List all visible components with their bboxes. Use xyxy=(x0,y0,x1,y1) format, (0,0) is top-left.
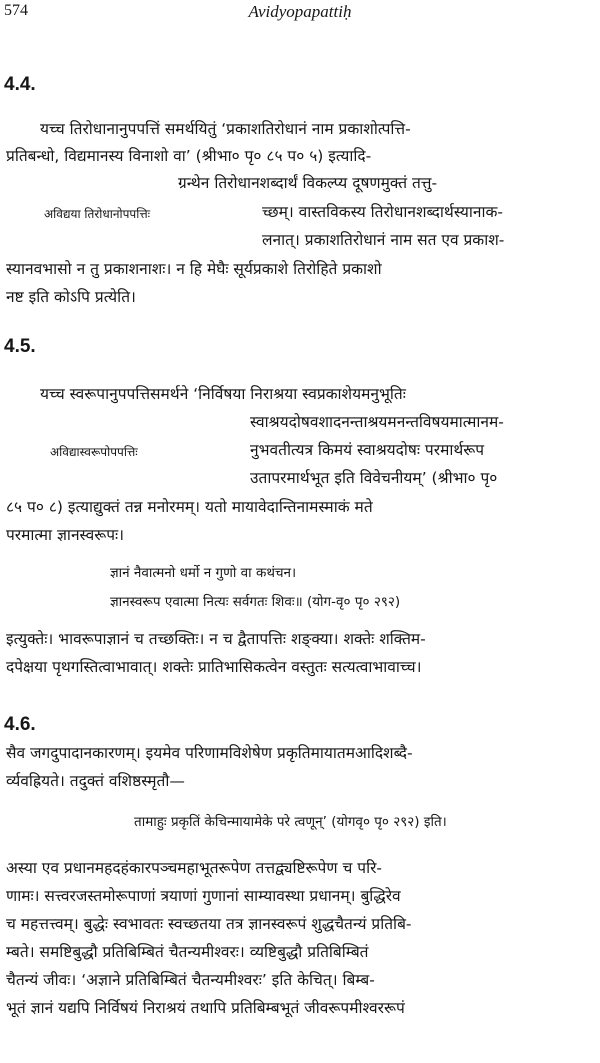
verse-line: ज्ञानं नैवात्मनो धर्मो न गुणो वा कथंचन। xyxy=(110,565,297,581)
text-line: च्छम्। वास्तविकस्य तिरोधानशब्दार्थस्यानाक- xyxy=(262,203,503,221)
text-line: परमात्मा ज्ञानस्वरूपः। xyxy=(6,526,125,544)
section-heading: 4.6. xyxy=(4,714,36,735)
text-line: उतापरमार्थभूत इति विवेचनीयम्’ (श्रीभा० पृ० xyxy=(250,469,498,487)
text-line: च महत्तत्त्वम्। बुद्धेः स्वभावतः स्वच्छतया तत्र ज्ञानस्वरूपं शुद्धचैतन्यं प्रतिबि- xyxy=(6,915,412,933)
text-line: यच्च तिरोधानानुपपत्तिं समर्थयितुं ‘प्रकाशतिरोधानं नाम प्रकाशोत्पत्ति- xyxy=(40,120,411,138)
verse-line: ज्ञानस्वरूप एवात्मा नित्यः सर्वगतः शिवः॥ (योग-वृ० पृ० २९२) xyxy=(110,594,401,610)
text-line: प्रतिबन्धो, विद्यमानस्य विनाशो वा’ (श्रीभा० पृ० ८५ प० ५) इत्यादि- xyxy=(6,147,372,165)
text-line: भूतं ज्ञानं यद्यपि निर्विषयं निराश्रयं तथापि प्रतिबिम्बभूतं जीवरूपमीश्वररूपं xyxy=(6,999,405,1017)
text-line: स्यानवभासो न तु प्रकाशनाशः। न हि मेघैः सूर्यप्रकाशे तिरोहिते प्रकाशो xyxy=(6,260,382,278)
section-heading: 4.4. xyxy=(4,74,36,95)
text-line: यच्च स्वरूपानुपपत्तिसमर्थने ‘निर्विषया निराश्रया स्वप्रकाशेयमनुभूतिः xyxy=(40,385,406,403)
running-title: Avidyopapattiḥ xyxy=(248,2,352,21)
text-line: चैतन्यं जीवः। ‘अज्ञाने प्रतिबिम्बितं चैतन्यमीश्वरः’ इति केचित्। बिम्ब- xyxy=(6,971,375,989)
text-line: दपेक्षया पृथगस्तित्वाभावात्। शक्तेः प्रातिभासिकत्वेन वस्तुतः सत्यत्वाभावाच्च। xyxy=(6,658,422,676)
verse-line: तामाहुः प्रकृतिं केचिन्मायामेके परे त्वणून्’ (योगवृ० पृ० २९२) इति। xyxy=(134,814,447,830)
text-line: स्वाश्रयदोषवशादनन्ताश्रयमनन्तविषयमात्मानम- xyxy=(250,413,504,431)
text-line: लनात्। प्रकाशतिरोधानं नाम सत एव प्रकाश- xyxy=(262,231,505,249)
text-line: म्बते। समष्टिबुद्धौ प्रतिबिम्बितं चैतन्यमीश्वरः। व्यष्टिबुद्धौ प्रतिबिम्बितं xyxy=(6,943,369,961)
section-heading: 4.5. xyxy=(4,336,36,357)
text-line: ग्रन्थेन तिरोधानशब्दार्थं विकल्प्य दूषणमुक्तं तत्तु- xyxy=(178,174,438,192)
margin-note: अविद्यया तिरोधानोपपत्तिः xyxy=(44,207,151,221)
text-line: नुभवतीत्यत्र किमयं स्वाश्रयदोषः परमार्थरूप xyxy=(250,441,485,459)
text-line: इत्युक्तेः। भावरूपाज्ञानं च तच्छक्तिः। न च द्वैतापत्तिः शङ्क्या। शक्तेः शक्तिम- xyxy=(6,630,426,648)
text-line: सैव जगदुपादानकारणम्। इयमेव परिणामविशेषेण प्रकृतिमायातमआदिशब्दै- xyxy=(6,744,413,762)
running-header xyxy=(0,2,600,24)
text-line: अस्या एव प्रधानमहदहंकारपञ्चमहाभूतरूपेण तत्तद्व्यष्टिरूपेण च परि- xyxy=(6,859,383,877)
page-number: 574 xyxy=(4,2,28,19)
text-line: र्व्यवह्रियते। तदुक्तं वशिष्ठस्मृतौ— xyxy=(6,772,185,790)
margin-note: अविद्यास्वरूपोपपत्तिः xyxy=(50,445,138,459)
text-line: णामः। सत्त्वरजस्तमोरूपाणां त्रयाणां गुणानां साम्यावस्था प्रधानम्। बुद्धिरेव xyxy=(6,887,401,905)
text-line: ८५ प० ८) इत्याद्युक्तं तन्न मनोरमम्। यतो मायावेदान्तिनामस्माकं मते xyxy=(6,498,373,516)
text-line: नष्ट इति कोऽपि प्रत्येति। xyxy=(6,288,136,306)
